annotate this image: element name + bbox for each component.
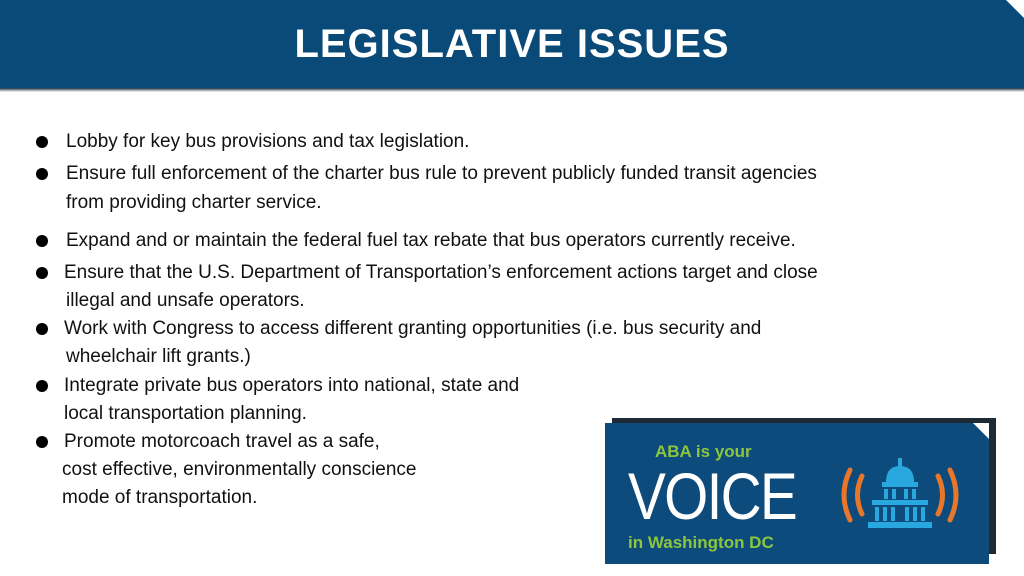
- bullet-dot-icon: [36, 136, 48, 148]
- bullet-text-line: cost effective, environmentally conscience: [62, 459, 417, 480]
- slide-title: LEGISLATIVE ISSUES: [294, 22, 730, 66]
- bullet-text-line: Promote motorcoach travel as a safe,: [64, 431, 380, 452]
- bullet-dot-icon: [36, 436, 48, 448]
- badge-voice-text: VOICE: [628, 459, 797, 533]
- bullet-dot-icon: [36, 380, 48, 392]
- badge-corner-fold: [973, 423, 989, 439]
- bullet-dot-icon: [36, 323, 48, 335]
- bullet-text-line: mode of transportation.: [62, 487, 258, 508]
- bullet-text-line: from providing charter service.: [66, 192, 322, 213]
- bullet-text-line: Ensure that the U.S. Department of Transportation’s enforcement actions target and close: [64, 262, 818, 283]
- bullet-dot-icon: [36, 235, 48, 247]
- badge-tagline-bottom: in Washington DC: [628, 533, 774, 552]
- badge-tagline-top: ABA is your: [655, 442, 752, 461]
- bullet-text-line: Work with Congress to access different granting opportunities (i.e. bus security and: [64, 318, 762, 339]
- bullet-text-line: Lobby for key bus provisions and tax legislation.: [66, 131, 470, 152]
- bullet-text-line: local transportation planning.: [64, 403, 307, 424]
- capitol-broadcast-icon: [832, 456, 968, 534]
- bullet-dot-icon: [36, 168, 48, 180]
- bullet-text-line: Expand and or maintain the federal fuel tax rebate that bus operators currently receive.: [66, 230, 796, 251]
- bullet-text-line: Ensure full enforcement of the charter bus rule to prevent publicly funded transit agencies: [66, 163, 817, 184]
- bullet-text-line: wheelchair lift grants.): [66, 346, 251, 367]
- bullet-dot-icon: [36, 267, 48, 279]
- bullet-text-line: illegal and unsafe operators.: [66, 290, 305, 311]
- bullet-text-line: Integrate private bus operators into national, state and: [64, 375, 520, 396]
